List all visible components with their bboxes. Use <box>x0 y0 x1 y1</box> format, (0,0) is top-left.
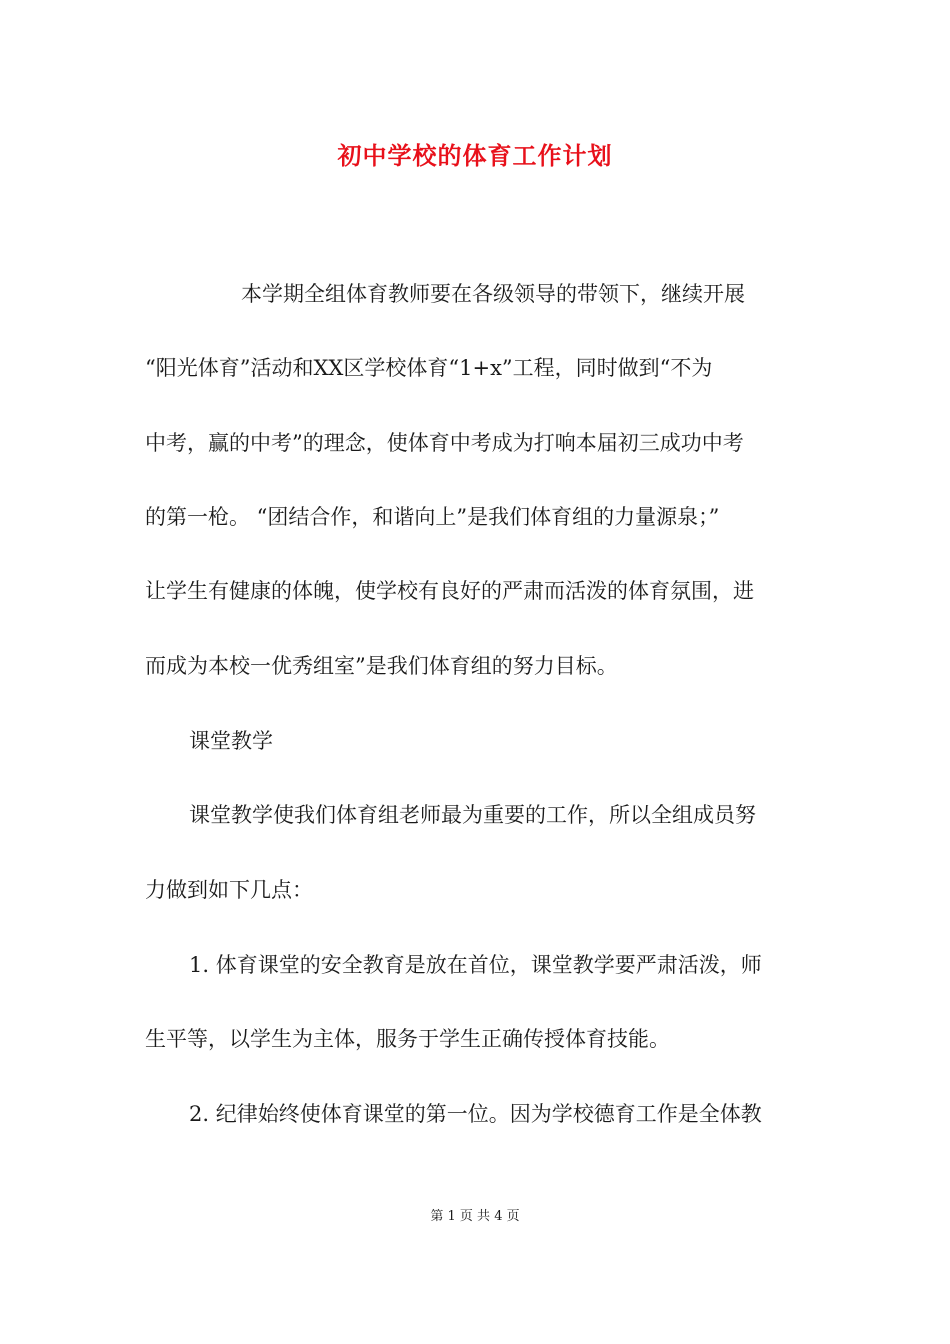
paragraph-line: 本学期全组体育教师要在各级领导的带领下，继续开展 <box>241 282 745 306</box>
paragraph-line: 力做到如下几点： <box>145 878 313 902</box>
paragraph-line: 而成为本校一优秀组室”是我们体育组的努力目标。 <box>145 654 618 678</box>
list-item: 2. 纪律始终使体育课堂的第一位。因为学校德育工作是全体教 <box>189 1102 762 1126</box>
list-item-continuation: 生平等，以学生为主体，服务于学生正确传授体育技能。 <box>145 1027 670 1051</box>
list-item: 1. 体育课堂的安全教育是放在首位，课堂教学要严肃活泼，师 <box>189 953 762 977</box>
section-heading: 课堂教学 <box>189 729 273 753</box>
paragraph-line: “阳光体育”活动和XX区学校体育“1+x”工程，同时做到“不为 <box>145 356 713 380</box>
paragraph-line: 课堂教学使我们体育组老师最为重要的工作，所以全组成员努 <box>189 803 756 827</box>
paragraph-line: 让学生有健康的体魄，使学校有良好的严肃而活泼的体育氛围，进 <box>145 579 754 603</box>
document-title: 初中学校的体育工作计划 <box>337 141 613 170</box>
paragraph-line: 中考，赢的中考”的理念，使体育中考成为打响本届初三成功中考 <box>145 431 744 455</box>
paragraph-line: 的第一枪。 “团结合作，和谐向上”是我们体育组的力量源泉；” <box>145 505 720 529</box>
page-footer: 第 1 页 共 4 页 <box>430 1209 520 1224</box>
